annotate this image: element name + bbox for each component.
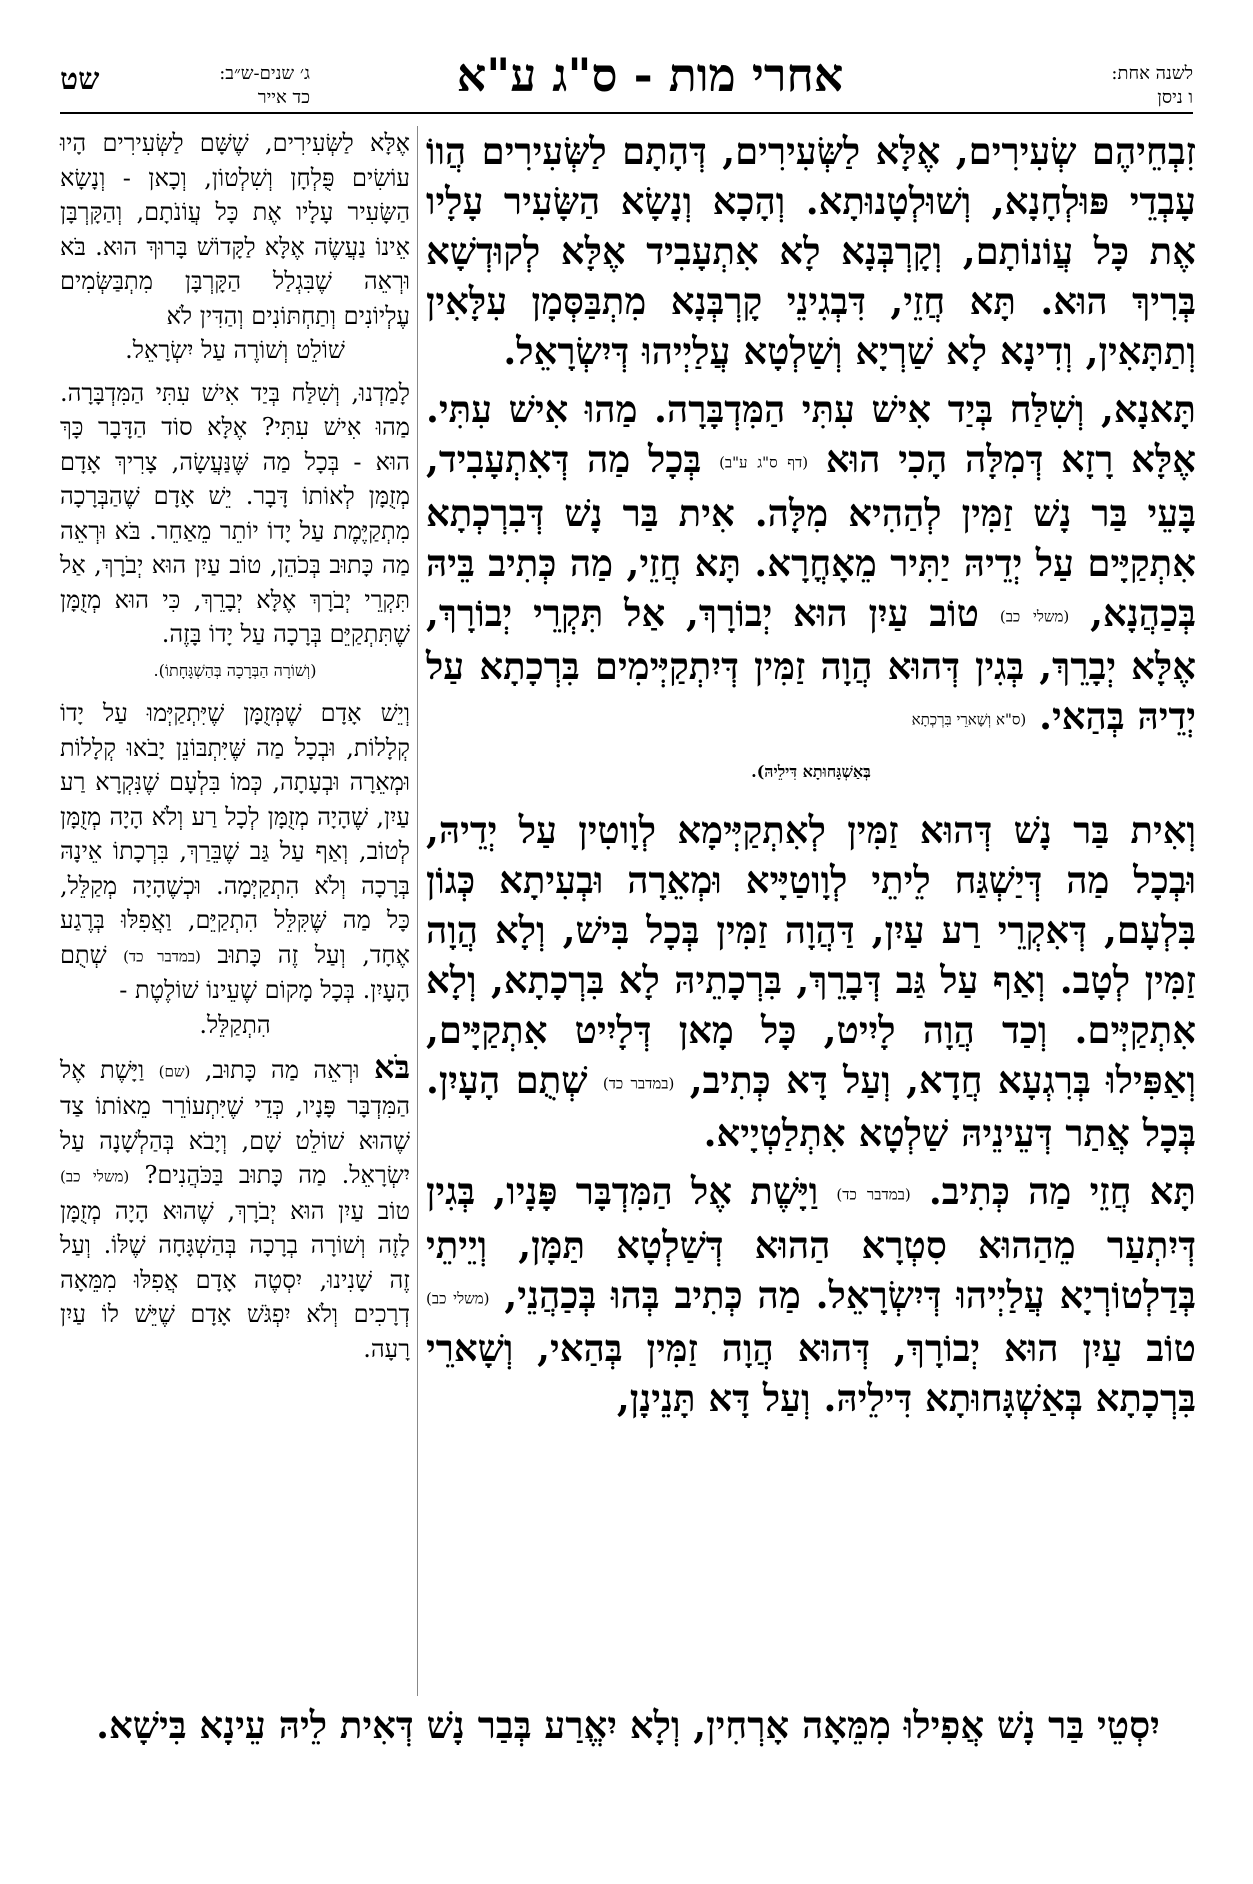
- side-paragraph-4-lead-word: בֹּא: [374, 1048, 410, 1087]
- main-paragraph-4-part-1: תָּא חֲזֵי מַה כְּתִיב.: [928, 1169, 1197, 1213]
- page-title: אחרי מות - ס"ג ע"א: [456, 48, 844, 102]
- header-one-year-date: ו ניסן: [1157, 87, 1193, 108]
- header-one-year-label: לשנה אחת:: [1111, 63, 1193, 84]
- side-paragraph-3: [60, 696, 410, 1042]
- side-paragraph-1: [60, 126, 410, 368]
- main-verse-reference: (במדבר כד): [602, 1074, 675, 1092]
- main-paragraph-3: [426, 805, 1196, 1159]
- side-paragraph-4: [60, 1050, 410, 1366]
- main-paragraph-2-part-1: תָּאנָא, וְשִׁלַּח בְּיַד אִישׁ עִתִּי הַמִּדְבָּרָה. מַהוּ אִישׁ עִתִּי. אֶלָּא רָזָא דְּמִלָּה הָכִי הוּא: [426, 387, 1197, 481]
- side-paragraph-2: [60, 376, 410, 689]
- main-paragraph-4-part-3: טוֹב עַיִן הוּא יְבוֹרָךְ, דְּהוּא הֲוָה זַמִּין בְּהַאי, וְשָׁארֵי בִּרְכָתָא בְּאַשְׁגָּחוּתָא דִּילֵיהּ. וְעַל דָּא תָּנֵינָן,: [426, 1326, 1196, 1420]
- translation-column: [60, 126, 410, 1366]
- main-page-reference: (דף ס"ג ע"ב): [719, 453, 809, 472]
- side-paragraph-4-part-1: וּרְאֵה מַה כָּתוּב,: [204, 1056, 360, 1085]
- header-study-schedule-one-year: [1013, 62, 1193, 110]
- side-paragraph-2-text: לָמַדְנוּ, וְשִׁלַּח בְּיַד אִישׁ עִתִּי הַמִּדְבָּרָה. מַהוּ אִישׁ עִתִּי? אֶלָּא סוֹד הַדָּבָר כָּךְ הוּא - בְּכָל מַה שֶּׁנַּעֲשָׂה, צָרִיךְ אָדָם מְזֻמָּן לְאוֹתוֹ דָּבָר. יֵשׁ אָדָם שֶׁהַבְּרָכָה מִתְקַיֶּמֶת עַל יָדוֹ יוֹתֵר מֵאַחֵר. בֹּא וּרְאֵה מַה כָּתוּב בְּכֹהֵן, טוֹב עַיִן הוּא יְבֹרָךְ, אַל תִּקְרֵי יְבֹרָךְ אֶלָּא יְבָרֵךְ, כִּי הוּא מְזֻמָּן שֶׁתִּתְקַיֵּם בְּרָכָה עַל יָדוֹ בָּזֶה.: [60, 378, 410, 648]
- main-paragraph-3-part-2: שְׁתֻם הָעָיִן. בְּכָל אֲתַר דְּעֵינֵיהּ שַׁלְטָא אִתְלַטְיָיא.: [426, 1057, 1196, 1155]
- side-paragraph-1-end: שׁוֹלֵט וְשׁוֹרֶה עַל יִשְׂרָאֵל.: [125, 336, 345, 364]
- main-paragraph-3-part-1: וְאִית בַּר נָשׁ דְּהוּא זַמִּין לְאִתְקַיְּימָא לְוָוטִין עַל יְדֵיהּ, וּבְכָל מַה דְּיַשְׁגַּח לֵיתֵי לְוָוטַיָּיא וּמְאֵרָה וּבְעִיתָא כְּגוֹן בִּלְעָם, דְּאִקְרֵי רַע עַיִן, דַּהֲוָה זַמִּין בְּכָל בִּישׁ, וְלָא הֲוָה זַמִּין לְטָב. וְאַף עַל גַּב דְּבָרֵךְ, בִּרְכָתֵיהּ לָא בִּרְכָתָא, וְלָא אִתְקַיְּים. וְכַד הֲוָה לָיִיט, כָּל מָאן דְּלָיִיט אִתְקַיָּים, וְאַפִּילוּ בְּרִגְעָא חֲדָא, וְעַל דָּא כְּתִיב,: [426, 807, 1197, 1102]
- main-text-column: [426, 126, 1196, 1423]
- side-paragraph-3-part-1: וְיֵשׁ אָדָם שֶׁמְּזֻמָּן שֶׁיִּתְקַיְּמוּ עַל יָדוֹ קְלָלוֹת, וּבְכָל מַה שֶּׁיִּתְבּוֹנֵן יָבֹאוּ קְלָלוֹת וּמְאֵרָה וּבְעָתָה, כְּמוֹ בִּלְעָם שֶׁנִּקְרָא רַע עַיִן, שֶׁהָיָה מְזֻמָּן לְכָל רַע וְלֹא הָיָה מְזֻמָּן לְטוֹב, וְאַף עַל גַּב שֶׁבֵּרַךְ, בִּרְכָתוֹ אֵינָהּ בְּרָכָה וְלֹא הִתְקַיְּמָה. וּכְשֶׁהָיָה מְקַלֵּל, כָּל מַה שֶּׁקִּלֵּל הִתְקַיֵּם, וַאֲפִלּוּ בְּרֶגַע אֶחָד, וְעַל זֶה כָּתוּב: [60, 699, 410, 969]
- header-three-years-label: ג׳ שנים-ש״ב:: [219, 63, 310, 84]
- header-rule: [60, 112, 1193, 114]
- side-paragraph-2-note: (וְשׁוֹרָה הַבְּרָכָה בְּהַשְׁגָּחָתוֹ).: [153, 660, 317, 680]
- main-paragraph-4: [426, 1166, 1196, 1423]
- main-verse-reference: (משלי כב): [999, 607, 1070, 625]
- side-verse-reference: (שם): [158, 1062, 191, 1081]
- main-variant-note-open: (ס"א וְשָׁארֵי בִּרְכְתָא: [911, 710, 1027, 729]
- main-paragraph-1: זִבְחֵיהֶם שְׂעִירִים, אֶלָּא לַשְּׂעִירִים, דְּהָתָם לַשְּׂעִירִים הֲווֹ עָבְדֵי פּוּלְחָנָא, וְשׁוּלְטָנוּתָא. וְהָכָא וְנָשָׂא הַשָּׂעִיר עָלָיו אֶת כָּל עֲוֹנוֹתָם, וְקָרְבְּנָא לָא אִתְעָבִיד אֶלָּא לְקוּדְשָׁא בְּרִיךְ הוּא. תָּא חֲזֵי, דִּבְגִינֵי קָרְבְּנָא מִתְבַּסְּמָן עִלָּאִין וְתַתָּאִין, וְדִינָא לָא שַׁרְיָא וְשַׁלְטָא עֲלַיְיהוּ דְּיִשְׂרָאֵל.: [426, 129, 1196, 373]
- side-verse-reference: (במדבר כד): [123, 946, 201, 965]
- main-paragraph-4-part-2: וַיָּשֶׁת אֶל הַמִּדְבָּר פָּנָיו, בְּגִין דְּיִתְעַר מֵהַהוּא סִטְרָא הַהוּא דְּשַׁלְטָא תַּמָּן, וְיֵיתֵי בְּדַלְטוֹרְיָא עֲלַיְיהוּ דְּיִשְׂרָאֵל. מַה כְּתִיב בְּהוּ בְּכַהֲנֵי,: [426, 1169, 1196, 1317]
- header-study-schedule-three-years: [160, 62, 310, 110]
- main-paragraph-2-part-2: בְּכָל מַה דְּאִתְעָבִיד, בָּעֵי בַּר נָשׁ זַמִּין לְהַהִיא מִלָּה. אִית בַּר נָשׁ דְּבִרְכְתָא אִתְקַיָּים עַל יְדֵיהּ יַתִּיר מֵאָחֳרָא. תָּא חֲזֵי, מַה כְּתִיב בֵּיהּ בְּכַהֲנָא,: [426, 437, 1197, 635]
- main-verse-reference: (משלי כב): [426, 1289, 490, 1307]
- main-paragraph-2: [426, 384, 1196, 797]
- main-variant-note-close: בְּאַשְׁגָּחוּתָא דִּילֵיהּ).: [751, 761, 871, 781]
- side-paragraph-4-part-2: וַיָּשֶׁת אֶל הַמִּדְבָּר פָּנָיו, כְּדֵי שֶׁיִּתְעוֹרֵר מֵאוֹתוֹ צַד שֶׁהוּא שׁוֹלֵט שָׁם, וְיָבֹא בְּהַלְשָׁנָה עַל יִשְׂרָאֵל. מַה כָּתוּב בַּכֹּהֲנִים?: [60, 1056, 410, 1189]
- main-verse-reference: (במדבר כד): [836, 1185, 911, 1204]
- main-paragraph-2-part-3: טוֹב עַיִן הוּא יְבוֹרָךְ, אַל תִּקְרֵי יְבוֹרָךְ, אֶלָּא יְבָרֵךְ, בְּגִין דְּהוּא הֲוָה זַמִּין דְּיִתְקַיְּימִים בִּרְכָתָא עַל יְדֵיהּ בְּהַאי.: [426, 590, 1196, 738]
- bottom-spanning-text: יִסְטֵי בַּר נָשׁ אֲפִילוּ מִמֵּאָה אָרְחִין, וְלָא יִאֱרַע בְּבַר נָשׁ דְּאִית לֵיהּ עֵינָא בִּישָׁא.: [96, 1703, 1160, 1747]
- side-paragraph-1-text: אֶלָּא לַשְּׂעִירִים, שֶׁשָּׁם לַשְּׂעִירִים הָיוּ עוֹשִׂים פֻּלְחָן וְשִׁלְטוֹן, וְכָאן - וְנָשָׂא הַשָּׂעִיר עָלָיו אֶת כָּל עֲוֹנֹתָם, וְהַקָּרְבָּן אֵינוֹ נַעֲשֶׂה אֶלָּא לַקָּדוֹשׁ בָּרוּךְ הוּא. בֹּא וּרְאֵה שֶׁבִּגְלַל הַקָּרְבָּן מִתְבַּשְּׂמִים עֶלְיוֹנִים וְתַחְתּוֹנִים וְהַדִּין לֹא: [60, 129, 410, 330]
- side-paragraph-3-end: הִתְקַלֵּל.: [199, 1010, 271, 1039]
- column-divider: [417, 126, 418, 1696]
- side-paragraph-3-part-2: שְׁתֻם הָעָיִן. בְּכָל מָקוֹם שֶׁעֵינוֹ שׁוֹלֶטֶת -: [60, 940, 410, 1005]
- side-verse-reference: (משלי כב): [60, 1167, 130, 1186]
- header-three-years-date: כד אייר: [257, 87, 310, 108]
- side-paragraph-4-part-3: טוֹב עַיִן הוּא יְבֹרָךְ, שֶׁהוּא הָיָה מְזֻמָּן לָזֶה וְשׁוֹרָה בְרָכָה בְּהַשְׁגָּחָה שֶׁלּוֹ. וְעַל זֶה שָׁנִינוּ, יִסְטֶה אָדָם אֲפִלּוּ מִמֵּאָה דְרָכִים וְלֹא יִפְגֹּשׁ אָדָם שֶׁיֵּשׁ לוֹ עַיִן רָעָה.: [60, 1196, 410, 1363]
- page-number: שט: [60, 62, 100, 97]
